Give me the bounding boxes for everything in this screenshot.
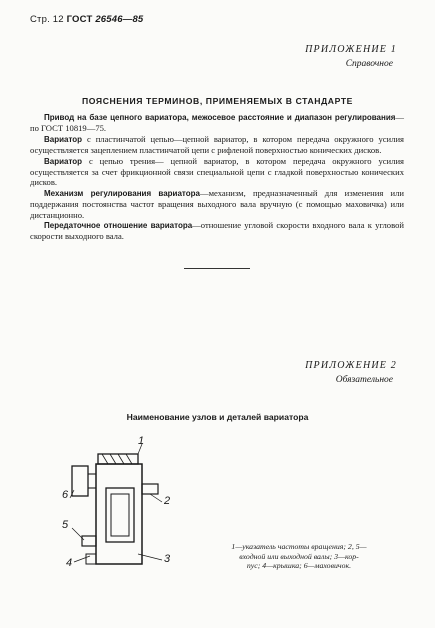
cover	[106, 488, 134, 542]
term-drive: Привод на базе цепного вариатора, межосевое расстояние и диапазон регулирования	[44, 113, 396, 122]
page-number: Стр. 12	[30, 14, 64, 25]
variator-diagram	[50, 432, 200, 582]
definition-ratio: —отношение угловой скорости входного вала к угловой скорости выходного вала.	[30, 220, 405, 242]
page-header	[30, 14, 143, 25]
legend-line-3: пус; 4—крышка; 6—маховичок.	[246, 561, 352, 571]
definition-friction-chain: с цепью трения— цепной вариатор, в котором передача окружного усилия осуществляется за счет фрикционной связи специальной цепи с гладкой поверхностью конических дисков.	[30, 155, 404, 188]
handwheel	[72, 466, 88, 496]
housing	[96, 464, 142, 564]
shaft-left	[82, 536, 96, 546]
appendix-2-subtitle: Обязательное	[335, 375, 393, 385]
standard-number: 26546—85	[95, 14, 144, 25]
section-divider	[184, 268, 250, 269]
paragraph-ratio	[30, 220, 404, 242]
term-regulation: Механизм регулирования вариатора	[44, 188, 200, 198]
figure-heading: Наименование узлов и деталей вариатора	[126, 412, 309, 422]
term-variator-friction: Вариатор	[44, 156, 83, 166]
label-1: 1	[138, 435, 145, 447]
standard-prefix: ГОСТ	[66, 14, 93, 25]
label-5: 5	[62, 519, 69, 531]
appendix-1-subtitle: Справочное	[345, 59, 393, 69]
appendix-1-title: ПРИЛОЖЕНИЕ 1	[305, 44, 397, 55]
figure-legend	[214, 542, 384, 571]
paragraph-regulation	[30, 188, 404, 220]
term-variator-plate: Вариатор	[44, 134, 83, 144]
label-4: 4	[66, 557, 73, 569]
explanations-body	[30, 112, 404, 242]
paragraph-plate-chain	[30, 134, 404, 156]
definition-drive: —по ГОСТ 10819—75.	[30, 112, 404, 134]
term-ratio: Передаточное отношение вариатора	[44, 221, 193, 231]
paragraph-drive	[30, 112, 404, 134]
shaft-right	[142, 484, 158, 494]
definition-regulation: —механизм, предназначенный для изменения или поддержания постоянства частот вращения выходного вала вручную (с помощью маховичка) или дистанционно.	[30, 187, 404, 220]
label-2: 2	[164, 495, 171, 507]
speed-indicator	[98, 454, 138, 464]
appendix-2-title: ПРИЛОЖЕНИЕ 2	[305, 360, 397, 371]
paragraph-friction-chain	[30, 156, 404, 188]
explanations-heading: ПОЯСНЕНИЯ ТЕРМИНОВ, ПРИМЕНЯЕМЫХ В СТАНДАРТЕ	[81, 96, 354, 106]
legend-line-2: входной или выходной валы; 3—кор-	[239, 551, 359, 561]
legend-line-1: 1—указатель частоты вращения; 2, 5—	[231, 542, 367, 551]
definition-plate-chain: с пластинчатой цепью—цепной вариатор, в котором передача окружного усилия осуществляется зацеплением пластинчатой цепи с рифленой поверхностью конических дисков.	[30, 133, 404, 156]
label-3: 3	[164, 553, 171, 565]
label-6: 6	[62, 489, 69, 501]
